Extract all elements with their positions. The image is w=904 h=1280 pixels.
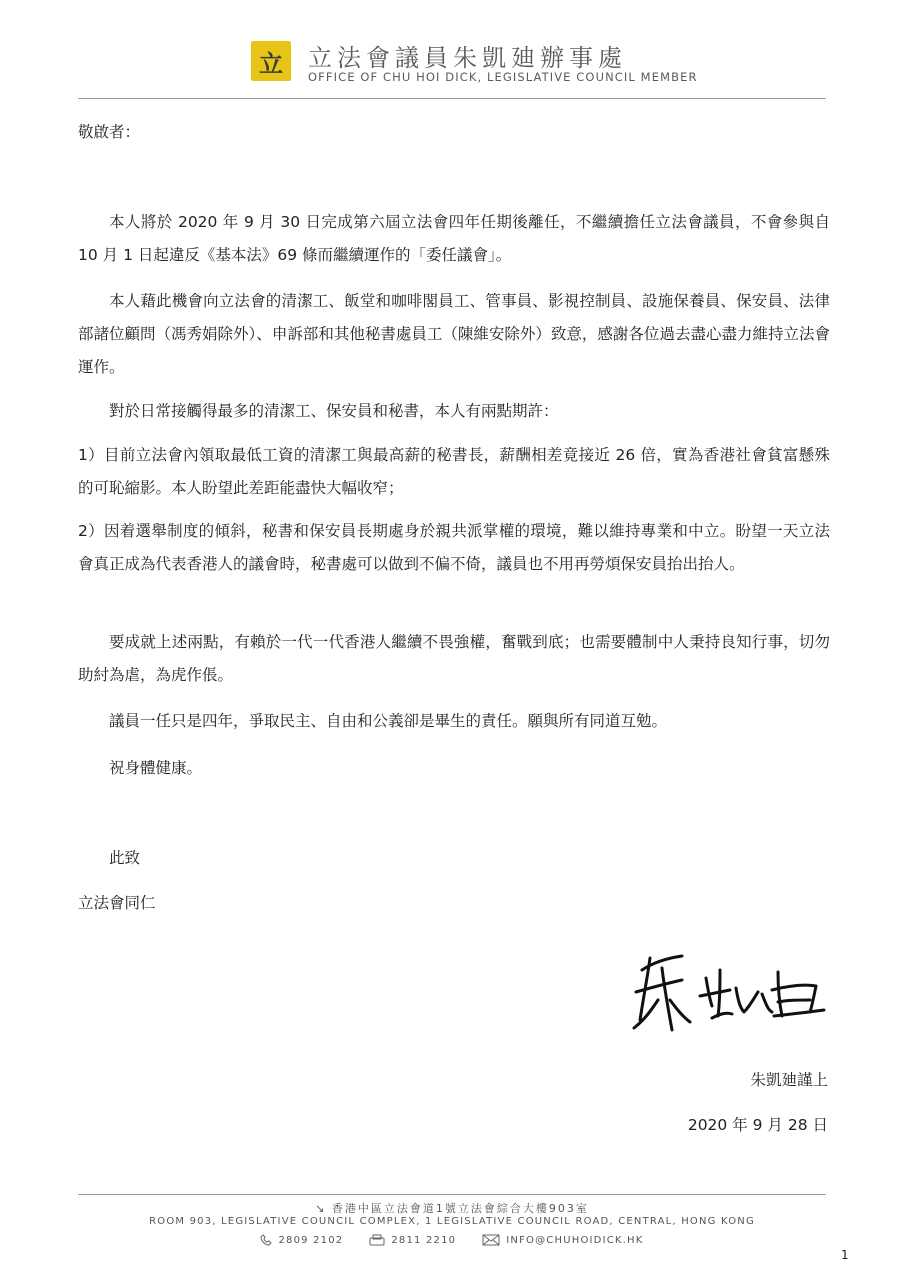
- salutation: 敬啟者：: [78, 123, 141, 141]
- paragraph-expectations: 對於日常接觸得最多的清潔工、保安員和秘書，本人有兩點期許：: [109, 402, 559, 420]
- paragraph-achieve: 要成就上述兩點，有賴於一代一代香港人繼續不畏強權，奮戰到底；也需要體制中人秉持良知行事，切勿助紂為虐，為虎作倀。: [78, 633, 830, 684]
- closing: 此致: [109, 849, 141, 867]
- mail-icon: [482, 1234, 500, 1246]
- footer-fax: [369, 1234, 456, 1246]
- fax-icon: [369, 1234, 385, 1246]
- logo-char: 立: [259, 48, 283, 78]
- paragraph-point-1: 1）目前立法會內領取最低工資的清潔工與最高薪的秘書長，薪酬相差竟接近 26 倍，實為香港社會貧富懸殊的可恥縮影。本人盼望此差距能盡快大幅收窄；: [78, 446, 830, 497]
- letterhead: [0, 0, 904, 100]
- email-address: INFO@CHUHOIDICK.HK: [506, 1234, 644, 1246]
- paragraph-thanks: 本人藉此機會向立法會的清潔工、飯堂和咖啡閣員工、管事員、影視控制員、設施保養員、保安員、法律部諸位顧問（馮秀娟除外）、申訴部和其他秘書處員工（陳維安除外）致意，感謝各位過去盡心盡力維持立法會運作。: [78, 292, 830, 376]
- letter-date: 2020 年 9 月 28 日: [687, 1116, 828, 1134]
- footer-address-english: ROOM 903, LEGISLATIVE COUNCIL COMPLEX, 1 LEGISLATIVE COUNCIL ROAD, CENTRAL, HONG KONG: [149, 1216, 755, 1227]
- paragraph-term: 議員一任只是四年，爭取民主、自由和公義卻是畢生的責任。願與所有同道互勉。: [109, 712, 668, 730]
- footer-contacts: [0, 1234, 904, 1246]
- office-name-chinese: 立法會議員朱凱廸辦事處: [308, 44, 627, 72]
- page-number: 1: [841, 1248, 849, 1262]
- footer-divider: [78, 1194, 826, 1195]
- recipient: 立法會同仁: [78, 894, 156, 912]
- paragraph-departure: 本人將於 2020 年 9 月 30 日完成第六屆立法會四年任期後離任，不繼續擔任立法會議員，不會參與自 10 月 1 日起違反《基本法》69 條而繼續運作的「委任議會」。: [78, 213, 830, 264]
- office-logo: [251, 41, 291, 81]
- header-divider: [78, 98, 826, 99]
- signature-image: [628, 950, 828, 1040]
- footer-phone: [260, 1234, 343, 1246]
- signer-line: 朱凱廸謹上: [750, 1071, 828, 1089]
- phone-icon: [260, 1234, 272, 1246]
- paragraph-wishes: 祝身體健康。: [109, 759, 203, 777]
- footer-address-chinese: ↘ 香港中區立法會道1號立法會綜合大樓903室: [315, 1202, 589, 1215]
- footer-email: [482, 1234, 643, 1246]
- paragraph-point-2: 2）因着選舉制度的傾斜，秘書和保安員長期處身於親共派掌權的環境，難以維持專業和中立。盼望一天立法會真正成為代表香港人的議會時，秘書處可以做到不偏不倚，議員也不用再勞煩保安員抬出抬人。: [78, 522, 830, 573]
- office-name-english: OFFICE OF CHU HOI DICK, LEGISLATIVE COUNCIL MEMBER: [308, 70, 698, 84]
- phone-number: 2809 2102: [278, 1234, 344, 1246]
- fax-number: 2811 2210: [391, 1234, 457, 1246]
